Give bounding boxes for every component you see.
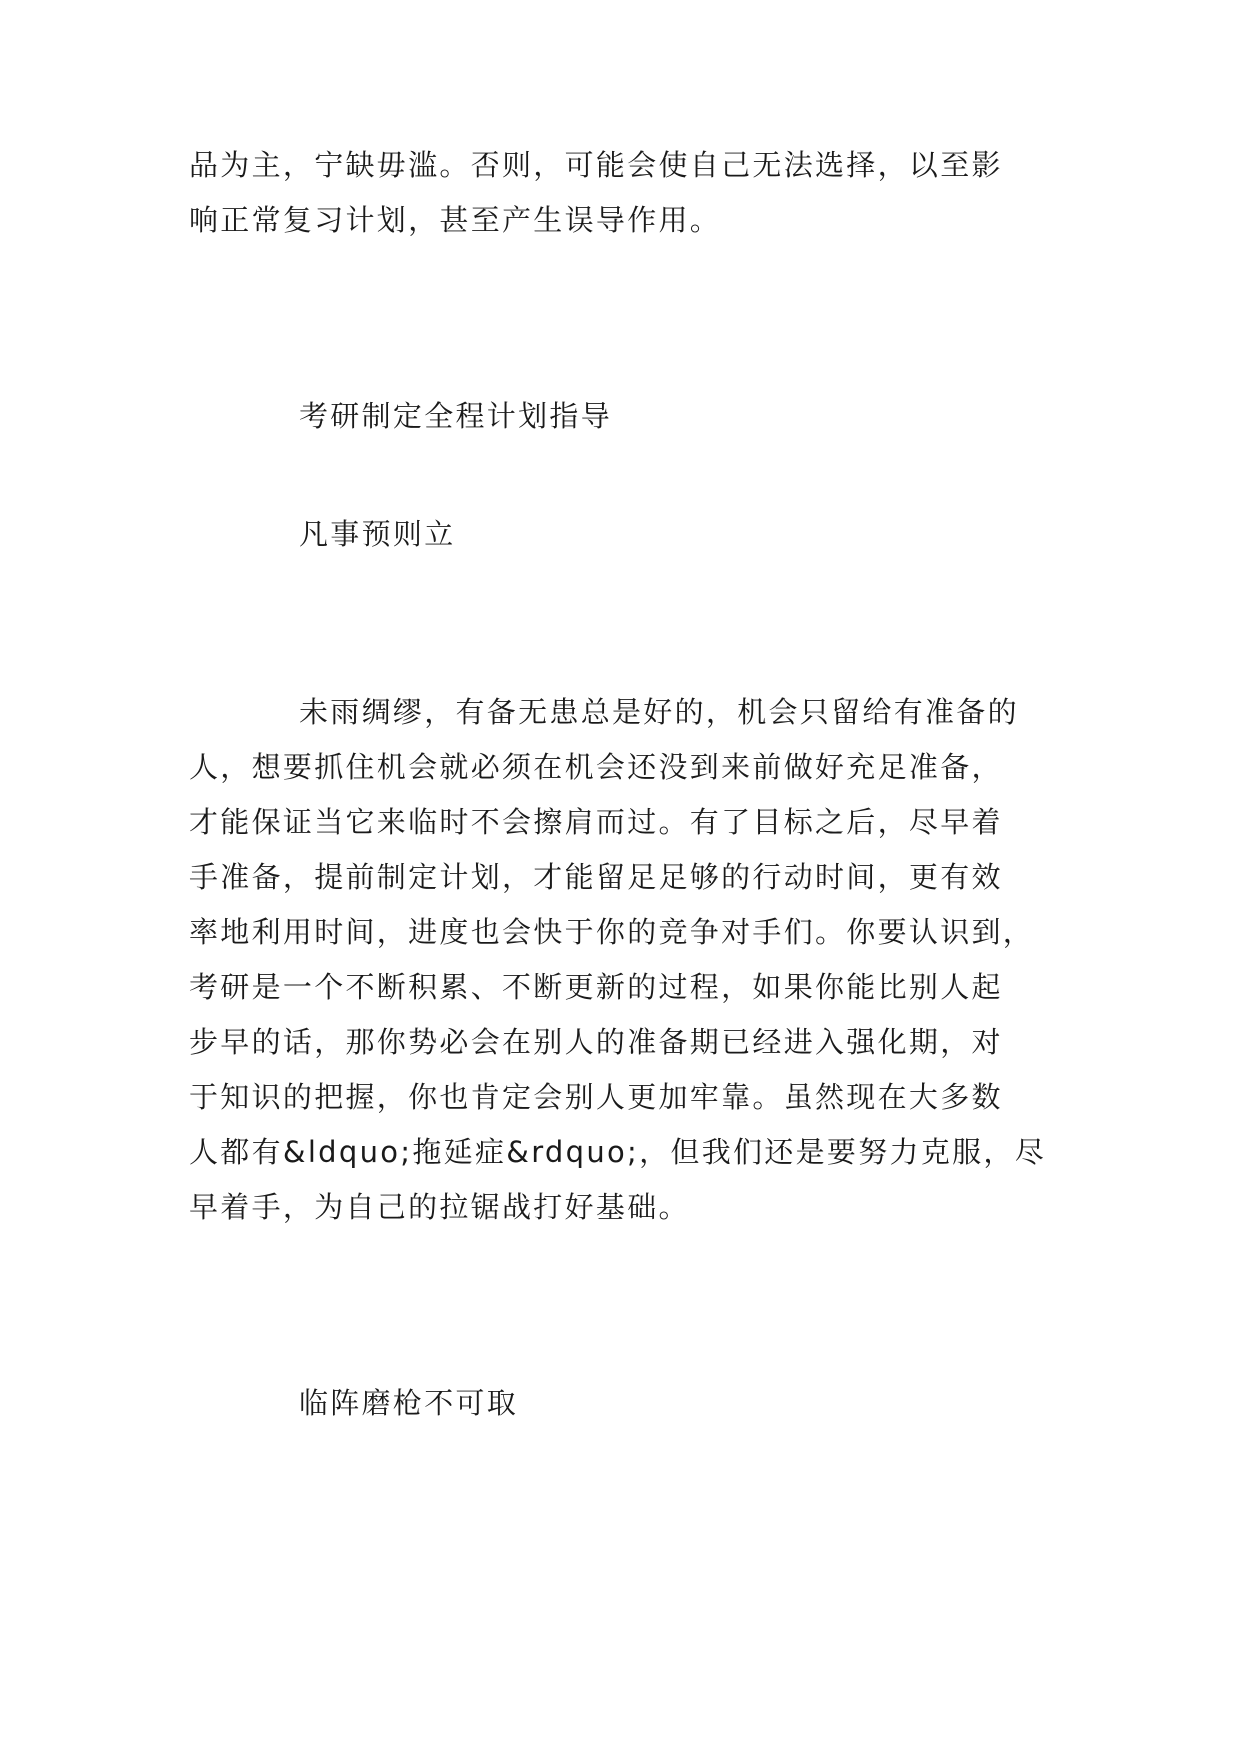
intro-line-1: 品为主，宁缺毋滥。否则，可能会使自己无法选择，以至影	[189, 148, 1003, 182]
paragraph-line-3: 才能保证当它来临时不会擦肩而过。有了目标之后，尽早着	[189, 805, 1003, 839]
section-heading-1: 凡事预则立	[299, 517, 456, 551]
paragraph-line-4: 手准备，提前制定计划，才能留足足够的行动时间，更有效	[189, 860, 1003, 894]
paragraph-line-7: 步早的话，那你势必会在别人的准备期已经进入强化期，对	[189, 1025, 1003, 1059]
paragraph-line-8: 于知识的把握，你也肯定会别人更加牢靠。虽然现在大多数	[189, 1080, 1003, 1114]
paragraph-line-1: 未雨绸缪，有备无患总是好的，机会只留给有准备的	[299, 695, 1019, 729]
paragraph-line-5: 率地利用时间，进度也会快于你的竞争对手们。你要认识到，	[189, 915, 1035, 949]
paragraph-line-6: 考研是一个不断积累、不断更新的过程，如果你能比别人起	[189, 970, 1003, 1004]
section-heading-2: 临阵磨枪不可取	[299, 1386, 519, 1420]
paragraph-line-9: 人都有&ldquo;拖延症&rdquo;，但我们还是要努力克服，尽	[189, 1135, 1047, 1169]
paragraph-line-10: 早着手，为自己的拉锯战打好基础。	[189, 1190, 690, 1224]
intro-line-2: 响正常复习计划，甚至产生误导作用。	[189, 203, 722, 237]
paragraph-line-2: 人，想要抓住机会就必须在机会还没到来前做好充足准备，	[189, 750, 1003, 784]
document-title: 考研制定全程计划指导	[299, 399, 613, 433]
